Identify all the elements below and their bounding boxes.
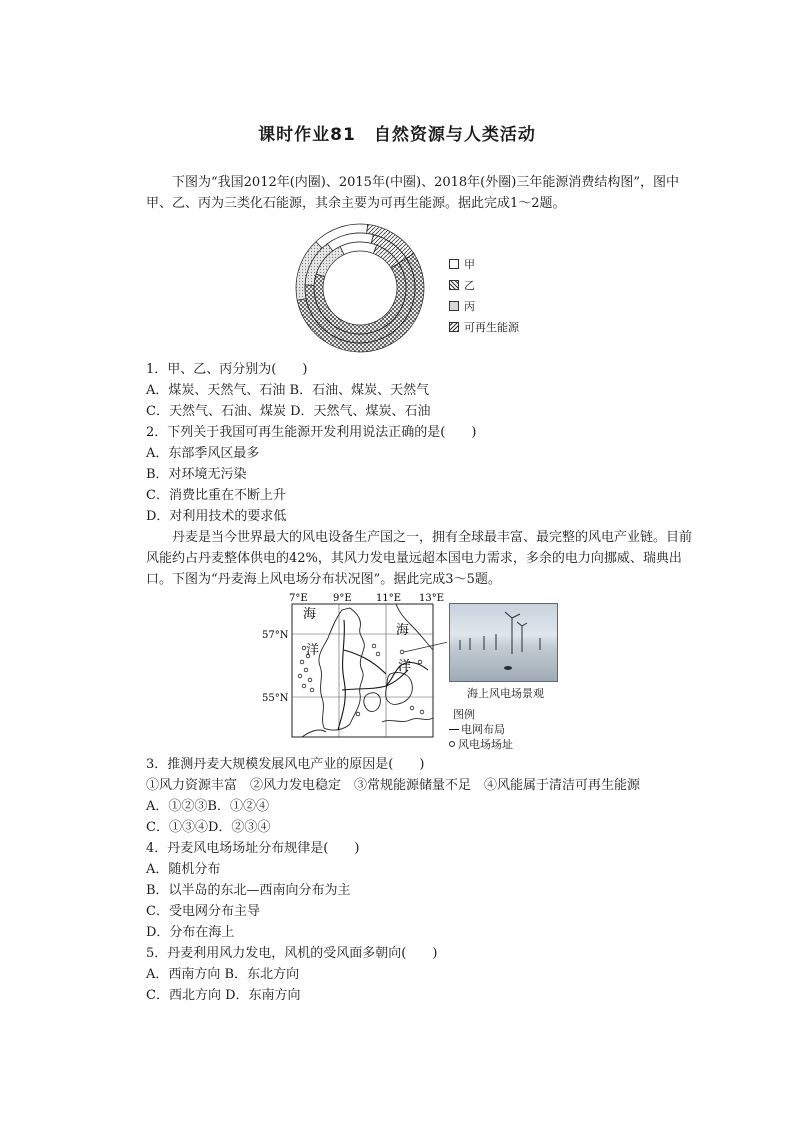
q5-options-ab: A．西南方向 B．东北方向 — [146, 967, 300, 982]
legend-swatch-dotted-icon — [449, 301, 459, 311]
q5-stem: 5．丹麦利用风力发电，风机的受风面多朝向( ) — [146, 946, 438, 961]
photo-caption: 海上风电场景观 — [467, 687, 544, 700]
q1-options-ab: A．煤炭、天然气、石油 B．石油、煤炭、天然气 — [146, 383, 430, 398]
sea-label-1: 海 — [303, 607, 317, 622]
lon-label-13e: 13°E — [419, 593, 445, 604]
q2-option-b: B．对环境无污染 — [146, 467, 247, 482]
wind-turbine-icon — [450, 604, 557, 681]
q2-option-c: C．消费比重在不断上升 — [146, 488, 286, 503]
offshore-wind-farm-photo — [449, 603, 558, 682]
legend-swatch-crosshatch-icon — [449, 280, 459, 290]
legend-swatch-diagonal-icon — [449, 322, 459, 332]
q4-option-d: D．分布在海上 — [146, 925, 235, 940]
q2-stem: 2．下列关于我国可再生能源开发利用说法正确的是( ) — [146, 425, 477, 440]
sea-label-3: 海 — [396, 623, 410, 638]
map-legend-grid: 电网布局 — [449, 721, 505, 737]
q4-option-c: C．受电网分布主导 — [146, 904, 260, 919]
ring-legend-jia: 甲 — [449, 256, 475, 272]
q4-option-a: A．随机分布 — [146, 862, 221, 877]
q5-options-cd: C．西北方向 D．东南方向 — [146, 988, 301, 1003]
q2-option-d: D．对利用技术的要求低 — [146, 509, 287, 524]
lon-label-9e: 9°E — [333, 593, 352, 604]
q4-option-b: B．以半岛的东北—西南向分布为主 — [146, 883, 351, 898]
intro-paragraph-1: 下图为“我国2012年(内圈)、2015年(中圈)、2018年(外圈)三年能源消费结构图”，图中甲、乙、丙为三类化石能源，其余主要为可再生能源。据此完成1～2题。 — [146, 175, 679, 211]
q3-stem: 3．推测丹麦大规模发展风电产业的原因是( ) — [146, 757, 425, 772]
map-legend-site: 风电场场址 — [449, 736, 513, 752]
denmark-wind-map — [262, 590, 447, 750]
q4-stem: 4．丹麦风电场场址分布规律是( ) — [146, 841, 360, 856]
page-title: 课时作业81 自然资源与人类活动 — [258, 125, 536, 145]
lon-label-7e: 7°E — [289, 593, 308, 604]
inner-ring-segment — [340, 242, 377, 255]
q2-option-a: A．东部季风区最多 — [146, 446, 260, 461]
q1-stem: 1．甲、乙、丙分别为( ) — [146, 362, 308, 377]
grid-line-icon — [449, 729, 459, 730]
lat-label-55n: 55°N — [262, 693, 289, 704]
sea-label-2: 洋 — [306, 643, 320, 658]
ring-legend-renewable: 可再生能源 — [449, 319, 519, 335]
ring-legend-yi: 乙 — [449, 277, 475, 293]
map-legend-title: 图例 — [453, 708, 475, 721]
site-circle-icon — [449, 741, 455, 747]
intro-paragraph-2: 丹麦是当今世界最大的风电设备生产国之一，拥有全球最丰富、最完整的风电产业链。目前风能约占丹麦整体供电的42%，其风力发电量远超本国电力需求，多余的电力向挪威、瑞典出口。下图为“丹麦海上风电场分布状况图”。据此完成3～5题。 — [146, 530, 693, 587]
lon-label-11e: 11°E — [376, 593, 402, 604]
q3-items: ①风力资源丰富 ②风力发电稳定 ③常规能源储量不足 ④风能属于清洁可再生能源 — [146, 778, 641, 793]
q1-options-cd: C．天然气、石油、煤炭 D．天然气、煤炭、石油 — [146, 404, 431, 419]
q3-options-ab: A．①②③B．①②④ — [146, 799, 269, 814]
ring-legend-bing: 丙 — [449, 298, 475, 314]
legend-swatch-blank-icon — [449, 259, 459, 269]
lat-label-57n: 57°N — [262, 630, 289, 641]
sea-label-4: 洋 — [398, 659, 412, 674]
energy-ring-chart — [295, 223, 425, 353]
q3-options-cd: C．①③④D．②③④ — [146, 820, 271, 835]
